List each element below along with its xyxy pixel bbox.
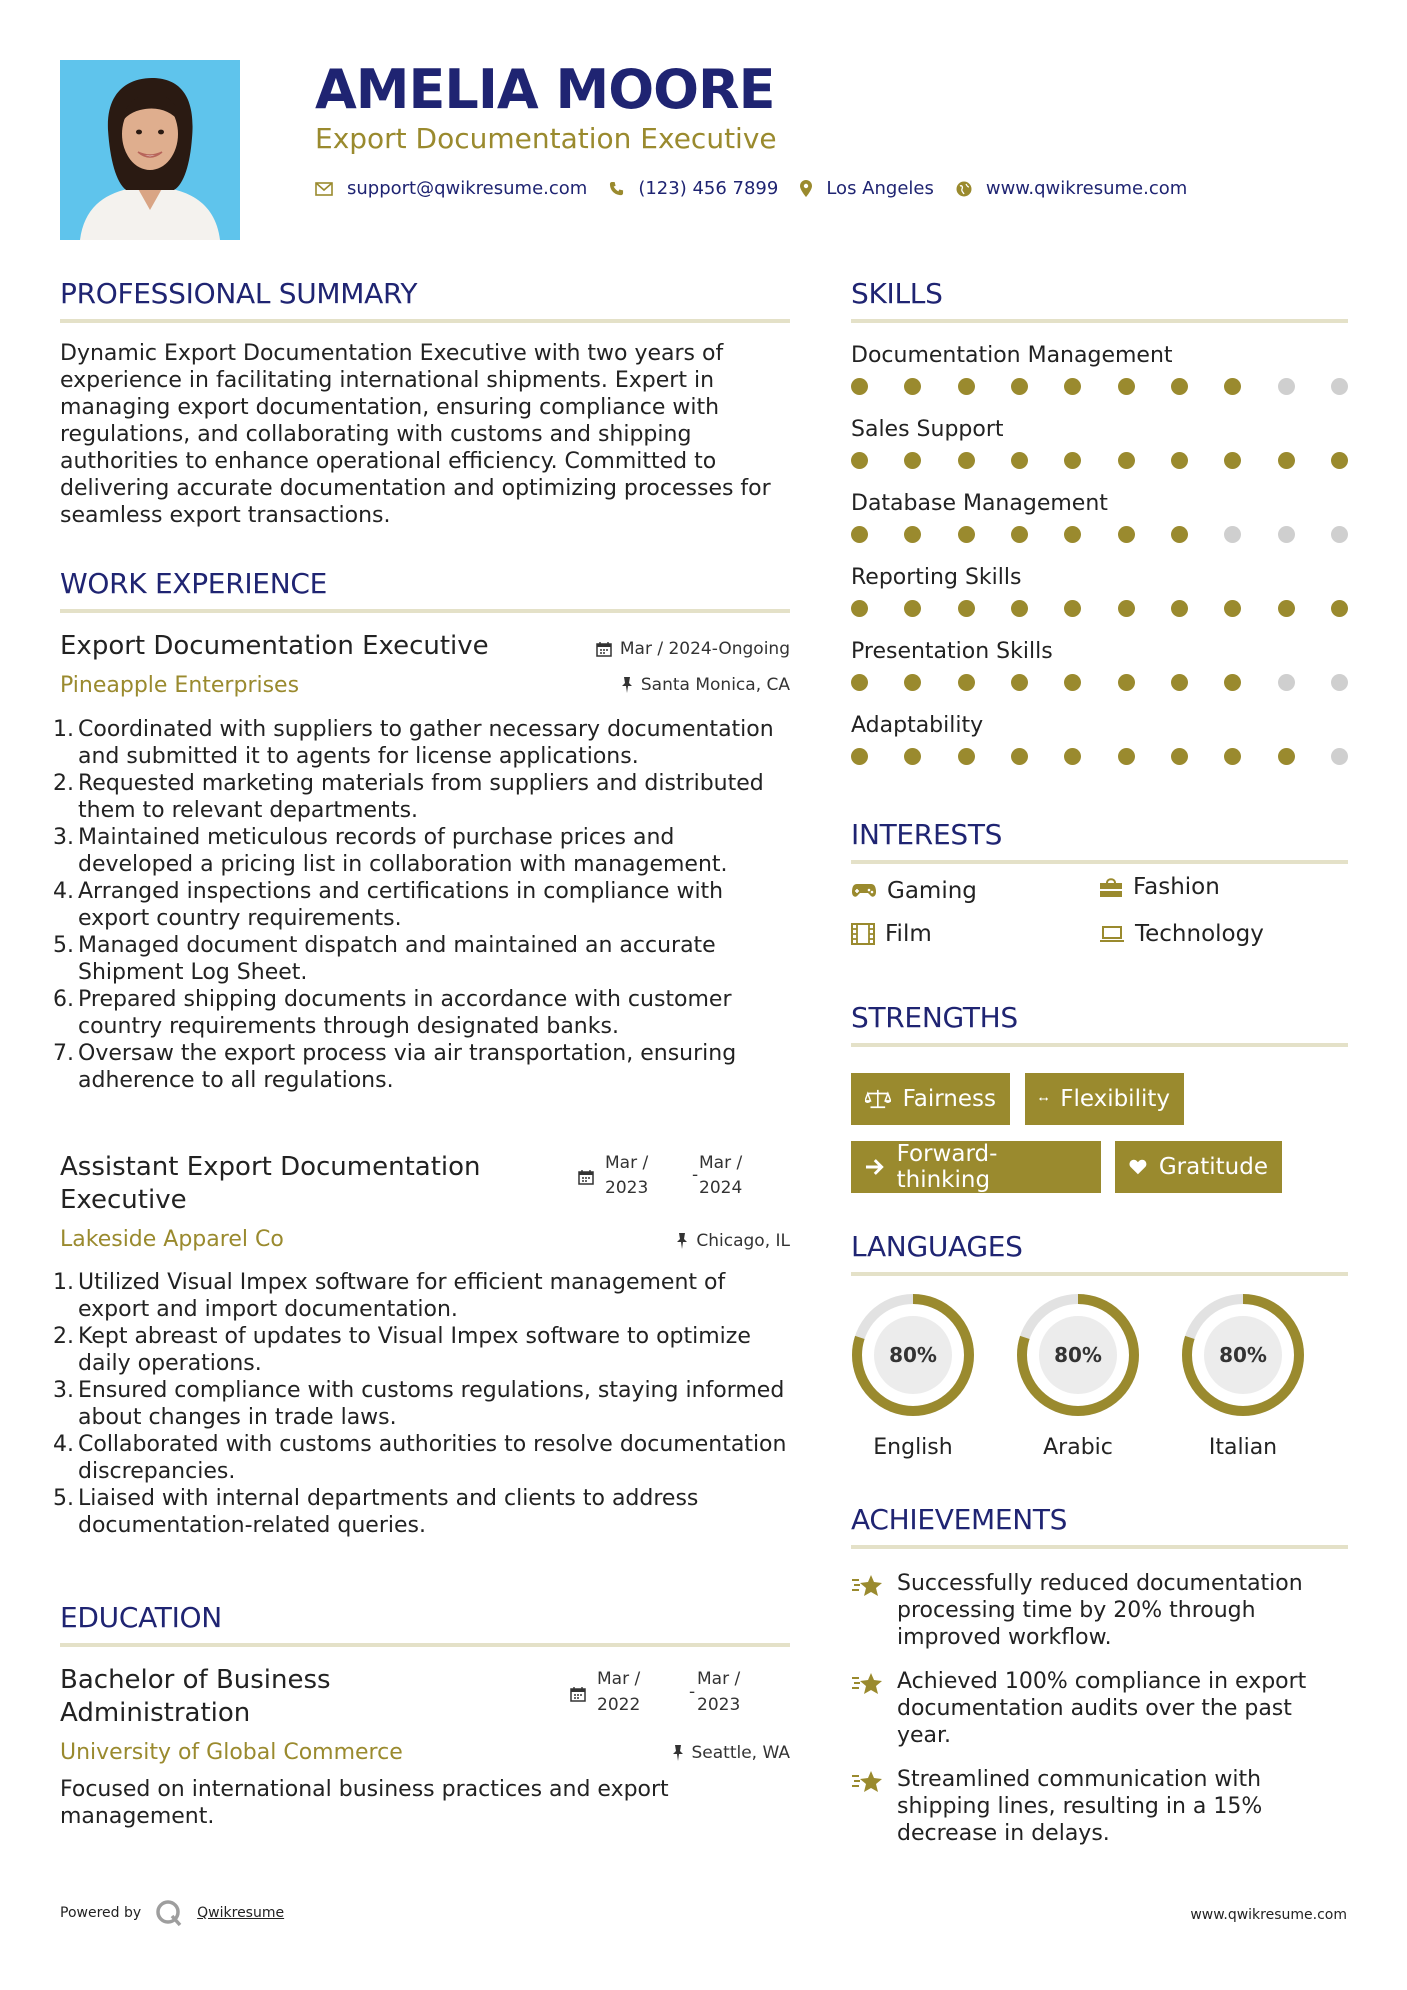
experience-heading: WORK EXPERIENCE (60, 567, 327, 600)
bag-icon (1099, 876, 1123, 898)
skill-row (851, 417, 1348, 469)
contact-email[interactable] (315, 178, 587, 199)
rating-dot (958, 748, 975, 765)
skill-row (851, 565, 1348, 617)
rating-dot (1064, 452, 1081, 469)
strength-tag (1025, 1073, 1184, 1125)
languages-section (851, 1230, 1348, 1276)
rating-dot (1224, 748, 1241, 765)
skill-row (851, 713, 1348, 765)
interest-item (851, 878, 977, 904)
location-text: Los Angeles (826, 178, 934, 199)
calendar-icon (578, 1169, 594, 1189)
qwikresume-logo-icon (155, 1899, 183, 1927)
education-section (60, 1601, 790, 1647)
duty-item: 5. Liaised with internal departments and clients to address documentation-related queries. (53, 1486, 699, 1538)
rating-dot (1331, 748, 1348, 765)
rating-dot (1064, 748, 1081, 765)
rating-dot (851, 526, 868, 543)
skills-section (851, 277, 1348, 765)
rating-dot (958, 526, 975, 543)
rating-dot (1224, 452, 1241, 469)
language-item (1181, 1293, 1305, 1460)
duty-item: 3. Ensured compliance with customs regulations, staying informed about changes in trade laws. (53, 1378, 785, 1430)
gamepad-icon (851, 883, 877, 899)
job-entry (60, 630, 790, 698)
profile-photo (60, 60, 240, 240)
experience-section (60, 567, 790, 613)
rating-dot (1331, 600, 1348, 617)
rating-dot (1171, 526, 1188, 543)
rating-dot (1278, 600, 1295, 617)
education-divider (60, 1643, 790, 1647)
job-duties (53, 716, 790, 1094)
skills-divider (851, 319, 1348, 323)
skill-row (851, 639, 1348, 691)
map-pin-icon (800, 180, 812, 197)
languages-list (851, 1293, 1348, 1463)
duty-item: 1. Coordinated with suppliers to gather necessary documentation and submitted it to agents for license applications. (53, 717, 774, 769)
skill-row (851, 491, 1348, 543)
pin-icon (676, 1233, 688, 1249)
balance-scale-icon (865, 1088, 891, 1110)
skill-name: Sales Support (851, 417, 1004, 442)
rating-dot (1331, 452, 1348, 469)
qwikresume-link[interactable]: Qwikresume (197, 1905, 285, 1921)
interest-label: Technology (1135, 921, 1264, 947)
interest-item (851, 921, 932, 947)
duty-item: 3. Maintained meticulous records of purchase prices and developed a pricing list in collaboration with management. (53, 825, 728, 877)
rating-dot (1171, 452, 1188, 469)
rating-dot (958, 600, 975, 617)
rating-dot (1064, 378, 1081, 395)
rating-dot (1011, 452, 1028, 469)
rating-dot (1331, 674, 1348, 691)
rating-dot (1278, 378, 1295, 395)
education-start-date: Mar / 2022 (597, 1669, 641, 1715)
language-name: English (873, 1435, 953, 1460)
language-percent: 80% (1054, 1343, 1102, 1367)
education-description: Focused on international business practices and export management. (60, 1777, 669, 1829)
achievements-heading: ACHIEVEMENTS (851, 1503, 1068, 1536)
interest-label: Fashion (1133, 874, 1220, 900)
interests-heading: INTERESTS (851, 818, 1003, 851)
job-start-date: Mar / 2023 (605, 1153, 649, 1198)
strength-tag (851, 1073, 1010, 1125)
phone-text: (123) 456 7899 (638, 178, 779, 199)
arrows-horizontal-icon (1039, 1093, 1048, 1105)
job-entry (60, 1151, 790, 1261)
globe-icon (956, 181, 972, 197)
rating-dot (1064, 526, 1081, 543)
candidate-role: Export Documentation Executive (315, 122, 777, 155)
rating-dot (904, 600, 921, 617)
strengths-tags (851, 1073, 1348, 1193)
candidate-name: AMELIA MOORE (315, 58, 775, 121)
calendar-icon (596, 641, 612, 657)
calendar-icon (570, 1686, 586, 1706)
language-item (851, 1293, 975, 1460)
strength-label: Flexibility (1060, 1086, 1170, 1112)
pin-icon (621, 677, 633, 693)
shooting-star-icon (851, 1670, 885, 1696)
duty-item: 7. Oversaw the export process via air transportation, ensuring adherence to all regulations. (53, 1041, 737, 1093)
powered-by-text: Powered by (60, 1905, 142, 1921)
job-duties (53, 1269, 790, 1539)
rating-dot (1224, 600, 1241, 617)
job-company: Lakeside Apparel Co (60, 1227, 284, 1252)
strength-label: Gratitude (1158, 1154, 1268, 1180)
interest-label: Film (885, 921, 932, 947)
language-item (1016, 1293, 1140, 1460)
date-separator: - (689, 1682, 696, 1702)
rating-dot (958, 674, 975, 691)
education-entry (60, 1664, 790, 1774)
rating-dot (1278, 526, 1295, 543)
footer-url[interactable]: www.qwikresume.com (1190, 1907, 1347, 1923)
rating-dot (1011, 674, 1028, 691)
language-progress-ring (1016, 1293, 1140, 1417)
job-title: Export Documentation Executive (60, 631, 489, 661)
rating-dot (1224, 378, 1241, 395)
skills-list (851, 343, 1348, 765)
rating-dot (1118, 378, 1135, 395)
skill-name: Reporting Skills (851, 565, 1022, 590)
rating-dot (1331, 378, 1348, 395)
rating-dot (1331, 526, 1348, 543)
language-percent: 80% (1219, 1343, 1267, 1367)
education-end-date: Mar / 2023 (697, 1669, 741, 1715)
achievement-item (851, 1766, 1317, 1847)
rating-dot (958, 452, 975, 469)
rating-dot (904, 526, 921, 543)
interests-list (851, 874, 1348, 988)
rating-dot (1118, 674, 1135, 691)
pin-icon (672, 1745, 684, 1761)
strength-label: Fairness (902, 1086, 996, 1112)
language-progress-ring (851, 1293, 975, 1417)
education-location-text: Seattle, WA (691, 1743, 790, 1763)
skill-name: Adaptability (851, 713, 984, 738)
strengths-divider (851, 1043, 1348, 1047)
strength-label: Forward-thinking (896, 1141, 998, 1193)
rating-dot (1011, 526, 1028, 543)
rating-dot (1064, 600, 1081, 617)
achievement-text: Successfully reduced documentation processing time by 20% through improved workflow. (897, 1571, 1303, 1650)
rating-dot (1118, 748, 1135, 765)
job-location-text: Santa Monica, CA (640, 675, 790, 695)
skill-name: Database Management (851, 491, 1108, 516)
skill-name: Presentation Skills (851, 639, 1053, 664)
rating-dot (904, 378, 921, 395)
envelope-icon (315, 182, 333, 196)
arrow-right-icon (865, 1158, 885, 1176)
strength-tag (851, 1141, 1101, 1193)
language-name: Italian (1208, 1435, 1278, 1460)
duty-item: 4. Arranged inspections and certifications in compliance with export country requirements. (53, 879, 724, 931)
film-icon (851, 923, 875, 945)
rating-dot (1171, 600, 1188, 617)
summary-text: Dynamic Export Documentation Executive with two years of experience in facilitating international shipments. Expert in managing export documentation, ensuring compliance with regulations, and collaborating with customs and shipping authorities to enhance operational efficiency. Committed to delivering accurate documentation and optimizing processes for seamless export transactions. (60, 341, 771, 528)
rating-dot (958, 378, 975, 395)
languages-divider (851, 1272, 1348, 1276)
rating-dot (1278, 452, 1295, 469)
achievement-item (851, 1570, 1317, 1651)
contact-location (800, 178, 934, 199)
skill-rating (851, 600, 1348, 617)
education-heading: EDUCATION (60, 1601, 222, 1634)
rating-dot (851, 748, 868, 765)
job-dates-text: Mar / 2024-Ongoing (619, 639, 790, 659)
summary-section (60, 277, 790, 529)
rating-dot (1011, 600, 1028, 617)
duty-item: 5. Managed document dispatch and maintained an accurate Shipment Log Sheet. (53, 933, 716, 985)
experience-divider (60, 609, 790, 613)
skill-rating (851, 748, 1348, 765)
rating-dot (1171, 674, 1188, 691)
rating-dot (851, 674, 868, 691)
job-location-text: Chicago, IL (696, 1231, 790, 1251)
laptop-icon (1099, 925, 1125, 943)
heart-icon (1129, 1157, 1147, 1177)
job-dates (596, 639, 790, 659)
duty-item: 2. Requested marketing materials from suppliers and distributed them to relevant departments. (53, 771, 764, 823)
rating-dot (1278, 674, 1295, 691)
website-text: www.qwikresume.com (985, 178, 1188, 199)
skill-row (851, 343, 1348, 395)
contact-bar (315, 178, 1209, 199)
interest-item (1099, 921, 1264, 947)
skill-rating (851, 378, 1348, 395)
rating-dot (1171, 748, 1188, 765)
achievement-text: Achieved 100% compliance in export documentation audits over the past year. (897, 1669, 1307, 1748)
contact-website[interactable] (956, 178, 1187, 199)
date-separator: - (692, 1165, 699, 1185)
languages-heading: LANGUAGES (851, 1230, 1023, 1263)
rating-dot (1224, 526, 1241, 543)
job-company: Pineapple Enterprises (60, 673, 300, 698)
skill-rating (851, 452, 1348, 469)
summary-divider (60, 319, 790, 323)
rating-dot (851, 600, 868, 617)
duty-item: 1. Utilized Visual Impex software for efficient management of export and import documentation. (53, 1270, 726, 1322)
interest-item (1099, 874, 1220, 900)
language-progress-ring (1181, 1293, 1305, 1417)
job-end-date: Mar / 2024 (699, 1153, 743, 1198)
rating-dot (851, 452, 868, 469)
rating-dot (1011, 378, 1028, 395)
skill-name: Documentation Management (851, 343, 1173, 368)
achievement-text: Streamlined communication with shipping lines, resulting in a 15% decrease in delays. (897, 1767, 1263, 1846)
rating-dot (1118, 452, 1135, 469)
strengths-section (851, 1001, 1348, 1047)
rating-dot (1118, 526, 1135, 543)
skill-rating (851, 526, 1348, 543)
duty-item: 6. Prepared shipping documents in accordance with customer country requirements through designated banks. (53, 987, 732, 1039)
interests-section (851, 818, 1348, 864)
contact-phone[interactable] (609, 178, 778, 199)
interest-label: Gaming (887, 878, 977, 904)
skills-heading: SKILLS (851, 277, 943, 310)
interests-divider (851, 860, 1348, 864)
phone-icon (609, 181, 624, 196)
achievements-divider (851, 1545, 1348, 1549)
school-name: University of Global Commerce (60, 1740, 403, 1765)
achievements-section (851, 1503, 1348, 1549)
education-location (672, 1743, 791, 1763)
footer-powered-by (60, 1899, 284, 1927)
duty-item: 2. Kept abreast of updates to Visual Impex software to optimize daily operations. (53, 1324, 751, 1376)
degree-title: Bachelor of Business Administration (60, 1665, 331, 1728)
rating-dot (1224, 674, 1241, 691)
rating-dot (904, 452, 921, 469)
skill-rating (851, 674, 1348, 691)
achievement-item (851, 1668, 1317, 1749)
shooting-star-icon (851, 1572, 885, 1598)
strengths-heading: STRENGTHS (851, 1001, 1018, 1034)
shooting-star-icon (851, 1768, 885, 1794)
language-percent: 80% (889, 1343, 937, 1367)
strength-tag (1115, 1141, 1282, 1193)
achievements-list (851, 1570, 1348, 1860)
summary-heading: PROFESSIONAL SUMMARY (60, 277, 418, 310)
rating-dot (904, 748, 921, 765)
duty-item: 4. Collaborated with customs authorities to resolve documentation discrepancies. (53, 1432, 787, 1484)
rating-dot (904, 674, 921, 691)
rating-dot (851, 378, 868, 395)
language-name: Arabic (1043, 1435, 1113, 1460)
job-location (676, 1231, 790, 1251)
email-text: support@qwikresume.com (347, 178, 588, 199)
rating-dot (1171, 378, 1188, 395)
rating-dot (1278, 748, 1295, 765)
job-title: Assistant Export Documentation Executive (60, 1152, 481, 1215)
job-location (621, 675, 790, 695)
rating-dot (1118, 600, 1135, 617)
rating-dot (1064, 674, 1081, 691)
rating-dot (1011, 748, 1028, 765)
